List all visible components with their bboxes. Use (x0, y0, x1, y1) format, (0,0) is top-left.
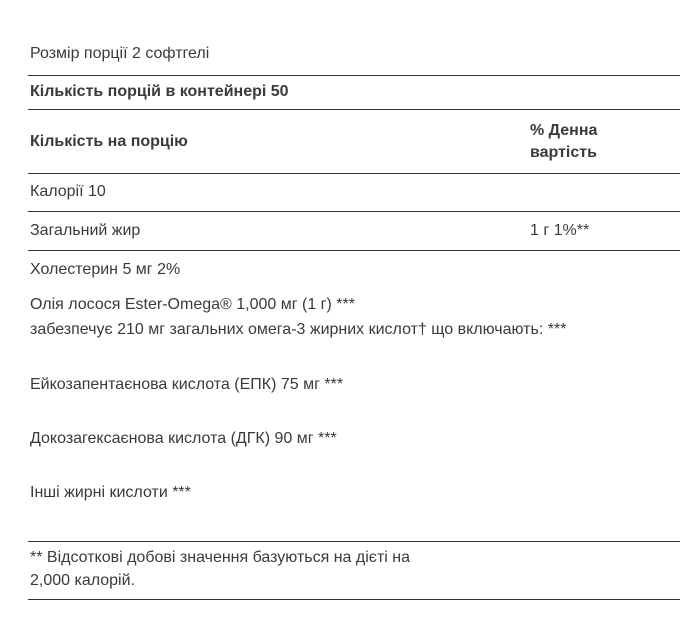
total-fat-label: Загальний жир (30, 222, 141, 239)
calories-row: Калорії 10 (30, 183, 106, 200)
divider (28, 211, 680, 212)
divider (28, 599, 680, 600)
salmon-oil-line1: Олія лосося Ester-Omega® 1,000 мг (1 г) *** (30, 296, 355, 313)
daily-value-header-line1: % Денна (530, 122, 598, 139)
daily-value-header (530, 120, 597, 164)
cholesterol-row: Холестерин 5 мг 2% (30, 261, 181, 278)
divider (28, 541, 680, 542)
daily-value-header-line2: вартість (530, 144, 597, 161)
footnote-line1: ** Відсоткові добові значення базуються на дієті на (30, 549, 411, 566)
servings-per-container: Кількість порцій в контейнері 50 (30, 83, 289, 100)
serving-size: Розмір порції 2 софтгелі (30, 45, 210, 62)
salmon-oil-line2: забезпечує 210 мг загальних омега-3 жирних кислот† що включають: *** (30, 321, 567, 338)
footnote-line2: 2,000 калорій. (30, 572, 135, 589)
epa-row: Ейкозапентаєнова кислота (ЕПК) 75 мг *** (30, 376, 344, 393)
divider (28, 75, 680, 76)
divider (28, 250, 680, 251)
divider (28, 109, 680, 110)
divider (28, 173, 680, 174)
amount-per-serving-header: Кількість на порцію (30, 133, 188, 150)
dha-row: Докозагексаєнова кислота (ДГК) 90 мг *** (30, 430, 337, 447)
total-fat-value: 1 г 1%** (530, 222, 590, 239)
other-fatty-acids-row: Інші жирні кислоти *** (30, 484, 191, 501)
